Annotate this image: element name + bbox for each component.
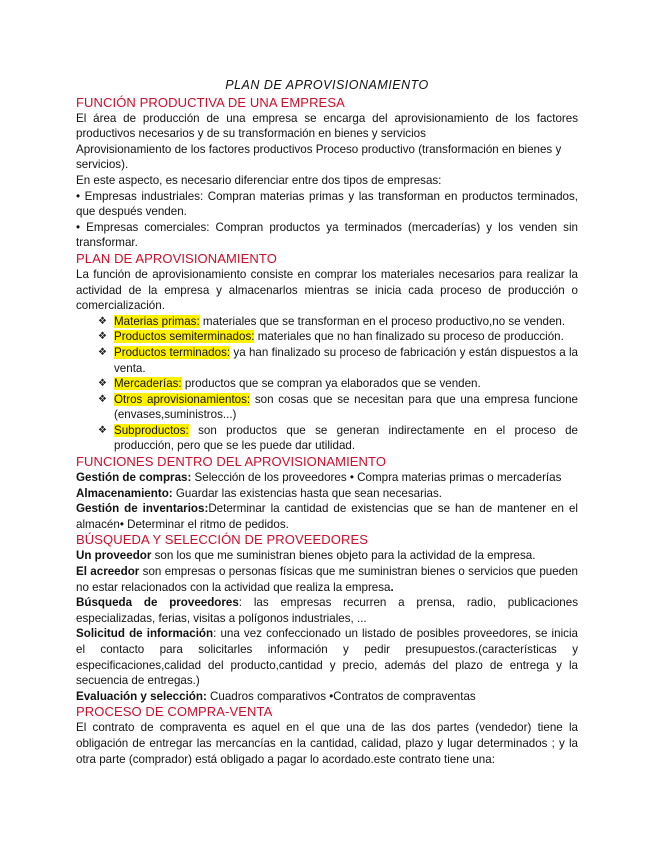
paragraph-text: : las empresas recurren a prensa, radio, publicaciones especializadas, ferias, visitas a polígonos industriales, ... [76,596,578,625]
paragraph [76,486,578,502]
list-item-text: son productos que se generan indirectamente en el proceso de producción, pero que se les puede dar utilidad. [114,423,578,453]
section-heading-compraventa: PROCESO DE COMPRA-VENTA [76,704,273,720]
paragraph [76,470,578,486]
list-item-text: ya han finalizado su proceso de fabricación y están dispuestos a la venta. [114,345,578,375]
paragraph: El contrato de compraventa es aquel en el que una de las dos partes (vendedor) tiene la obligación de entregar las mercancías en la cantidad, calidad, plazo y lugar determinados ; y la otra parte (comprador) está obligado a pagar lo acordado.este contrato tiene una: [76,721,578,766]
paragraph-text: Guardar las existencias hasta que sean necesarias. [172,486,443,500]
paragraph [76,595,578,626]
bold-term: Almacenamiento: [76,486,173,500]
highlighted-term: Materias primas: [114,314,200,328]
paragraph-text: : una vez confeccionado un listado de posibles proveedores, se inicia el contacto para solicitarles información y pedir presupuestos.(características y especificaciones,calidad del producto,cantidad y precio, además del plazo de entrega y la secuencia de entregas.) [76,627,578,688]
highlighted-term: Productos semiterminados: [114,330,255,344]
diamond-bullet-icon: ❖ [98,331,107,343]
list-item-text: son cosas que se necesitan para que una empresa funcione (envases,suministros...) [114,392,578,422]
paragraph: El área de producción de una empresa se encarga del aprovisionamiento de los factores productivos necesarios y de su transformación en bienes y servicios [76,111,578,141]
diamond-bullet-icon: ❖ [98,346,107,358]
highlighted-term: Mercaderías: [114,377,182,391]
diamond-bullet-icon: ❖ [98,424,107,436]
list-item-text: productos que se compran ya elaborados que se venden. [181,377,481,391]
paragraph-text: Cuadros comparativos •Contratos de compraventas [206,689,476,703]
bold-term: Gestión de compras: [76,471,192,485]
paragraph-text: Determinar la cantidad de existencias que se han de mantener en el almacén• Determinar el ritmo de pedidos. [76,502,578,531]
highlighted-term: Productos terminados: [114,345,231,359]
bold-term: Búsqueda de proveedores [76,596,239,610]
paragraph: La función de aprovisionamiento consiste en comprar los materiales necesarios para realizar la actividad de la empresa y almacenarlos mientras se inicia cada proceso de producción o comercialización. [76,267,578,313]
diamond-bullet-icon: ❖ [98,393,107,405]
section-heading-funcion-productiva: FUNCIÓN PRODUCTIVA DE UNA EMPRESA [76,94,345,110]
section-heading-plan-aprovisionamiento: PLAN DE APROVISIONAMIENTO [76,250,277,266]
paragraph-text: son empresas o personas físicas que me suministran bienes o servicios que pueden no estar relacionados con la actividad que realiza la empresa [76,565,579,594]
paragraph [76,548,578,564]
highlighted-term: Subproductos: [114,423,189,437]
document-page [76,78,578,767]
bold-period: . [390,580,394,594]
bold-term: Gestión de inventarios: [76,502,209,516]
bold-term: Un proveedor [76,549,152,563]
diamond-bullet-icon: ❖ [98,315,107,327]
list-item [98,376,578,392]
paragraph: Aprovisionamiento de los factores productivos Proceso productivo (transformación en bienes y servicios). [76,142,562,172]
list-item [98,345,578,376]
list-item [98,423,578,454]
section-heading-proveedores: BÚSQUEDA Y SELECCIÓN DE PROVEEDORES [76,532,368,548]
materials-list [76,314,578,454]
list-item [98,314,578,330]
diamond-bullet-icon: ❖ [98,378,107,390]
section-heading-funciones: FUNCIONES DENTRO DEL APROVISIONAMIENTO [76,454,387,470]
bold-term: El acreedor [76,565,140,579]
paragraph: • Empresas comerciales: Compran productos ya terminados (mercaderías) y los venden sin transformar. [76,220,578,250]
list-item [98,329,578,345]
paragraph [76,501,578,532]
highlighted-term: Otros aprovisionamientos: [114,392,251,406]
paragraph [76,626,578,688]
paragraph: En este aspecto, es necesario diferenciar entre dos tipos de empresas: [76,173,442,187]
list-item-text: materiales que no han finalizado su proceso de producción. [254,330,564,344]
paragraph-text: son los que me suministran bienes objeto para la actividad de la empresa. [151,549,536,563]
list-item [98,392,578,423]
bold-term: Solicitud de información [76,627,214,641]
document-title: PLAN DE APROVISIONAMIENTO [225,78,429,92]
list-item-text: materiales que se transforman en el proceso productivo,no se venden. [199,314,566,328]
paragraph-text: Selección de los proveedores • Compra materias primas o mercaderías [191,471,562,485]
paragraph [76,689,578,705]
paragraph: • Empresas industriales: Compran materias primas y las transforman en productos terminados, que después venden. [76,189,578,219]
bold-term: Evaluación y selección: [76,689,207,703]
paragraph [76,564,578,595]
